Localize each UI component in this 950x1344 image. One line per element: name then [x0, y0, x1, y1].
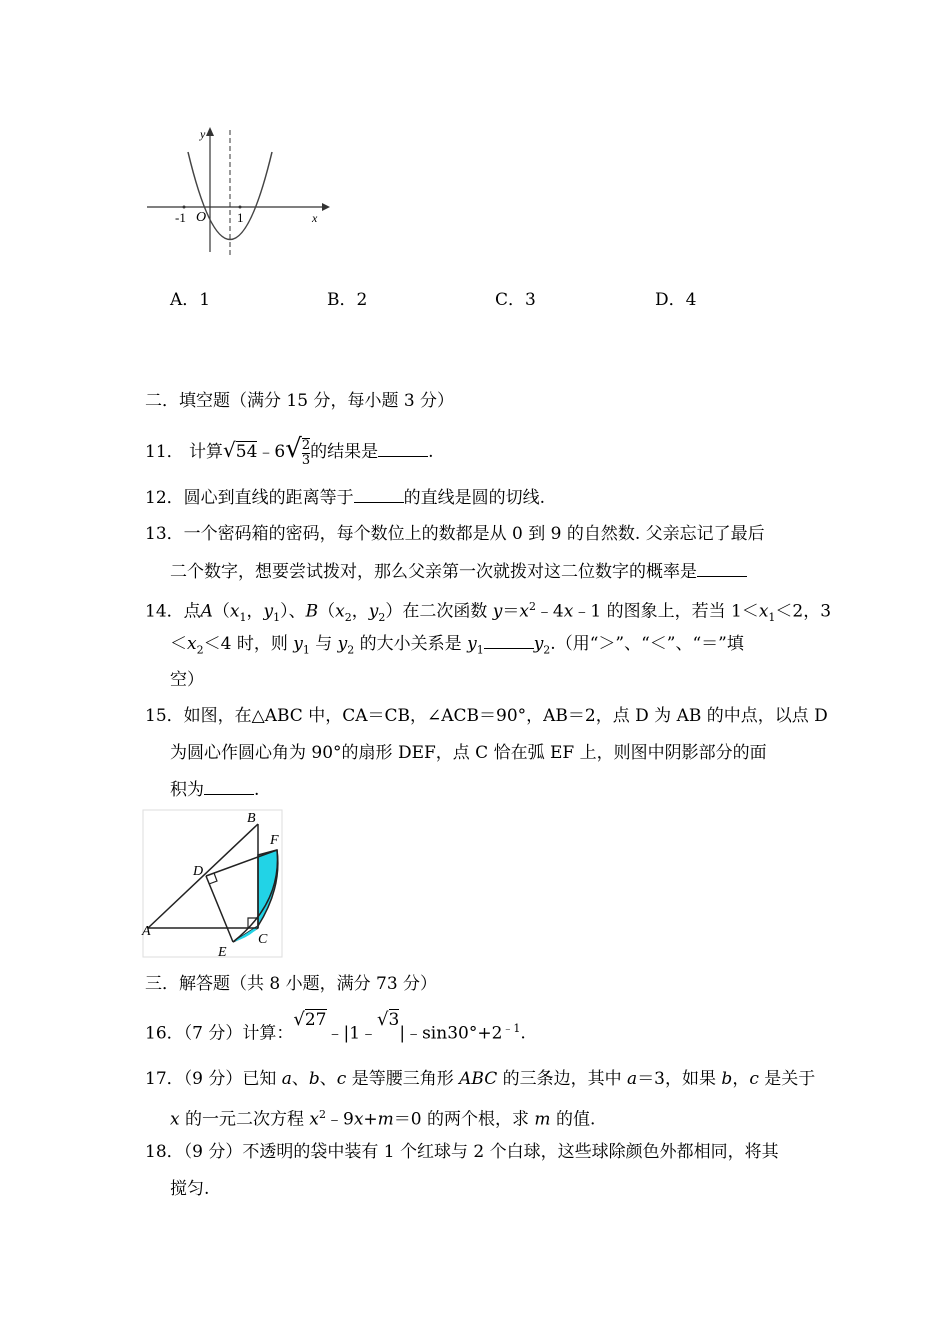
- label-A: A: [142, 924, 151, 939]
- sqrt-fraction: √ $\frac{2}{3}$: [285, 434, 311, 468]
- label-C: C: [258, 932, 268, 947]
- choice-a: A．1: [170, 290, 211, 310]
- question-12: 12．圆心到直线的距离等于 的直线是圆的切线.: [145, 488, 546, 508]
- question-13-line2: 二个数字，想要尝试拨对，那么父亲第一次就拨对这二位数字的概率是: [170, 560, 747, 584]
- question-17-line2: x 的一元二次方程 $x^2﹣9x+m=0$ 的两个根，求 m 的值.: [170, 1108, 596, 1130]
- label-E: E: [218, 945, 227, 960]
- question-14-line1: 14．点$A(x_1$，$y_1$）、$B(x_2$，$y_2$）在二次函数 $y=x^2﹣4x﹣1$ 的图象上，若当 $1<x_1<2$，3: [145, 600, 832, 625]
- question-15-line1: 15．如图，在△ABC 中，CA＝CB，∠ACB＝90°，AB＝2，点 D 为 AB 的中点，以点 D: [145, 706, 828, 726]
- sqrt-54: √54: [223, 438, 258, 462]
- y-axis-label: y: [200, 127, 206, 141]
- question-15-line3: 积为 .: [170, 780, 260, 800]
- choice-d: D．4: [655, 290, 697, 310]
- section3-title: 三．解答题（共 8 小题，满分 73 分）: [145, 974, 438, 994]
- question-17-line1: 17．（9 分）已知 a、b、c 是等腰三角形 ABC 的三条边，其中 a＝3，如果 b，c 是关于: [145, 1069, 816, 1089]
- choice-c: C．3: [495, 290, 536, 310]
- question-15-line2: 为圆心作圆心角为 90°的扇形 DEF，点 C 恰在弧 EF 上，则图中阴影部分的面: [170, 743, 767, 763]
- question-16: 16．（7 分）计算：$√27﹣|1﹣√3|﹣\sin 30^\circ+2^{﹣1}$.: [145, 1008, 526, 1044]
- origin-label: O: [196, 210, 207, 225]
- question-14-line2: $<x_2<4$ 时，则 $y_1$ 与 $y_2$ 的大小关系是 $y_1$ $y_2$.（用“＞”、“＜”、“＝”填: [170, 634, 744, 657]
- label-F: F: [270, 833, 279, 848]
- x-axis-label: x: [312, 211, 318, 225]
- question-14-line3: 空）: [170, 670, 204, 690]
- parabola-graph: [142, 122, 332, 257]
- question-11: 11． 计算√54﹣6√ $\frac{2}{3}$ 的结果是 .: [145, 434, 434, 468]
- question-13-line1: 13．一个密码箱的密码，每个数位上的数都是从 0 到 9 的自然数. 父亲忘记了最后: [145, 524, 765, 544]
- sector-figure: [140, 808, 285, 960]
- label-B: B: [247, 811, 256, 826]
- question-18-line2: 搅匀.: [170, 1179, 210, 1199]
- label-D: D: [193, 864, 204, 879]
- tick-pos-label: 1: [237, 210, 244, 225]
- question-18-line1: 18．（9 分）不透明的袋中装有 1 个红球与 2 个白球，这些球除颜色外都相同，将其: [145, 1142, 779, 1162]
- sqrt-27: √27: [293, 1008, 327, 1030]
- section2-title: 二．填空题（满分 15 分，每小题 3 分）: [145, 391, 455, 411]
- choice-b: B．2: [327, 290, 368, 310]
- shaded-region-right: [258, 850, 278, 926]
- tick-neg-label: -1: [175, 210, 186, 225]
- sqrt-3: √3: [377, 1008, 400, 1030]
